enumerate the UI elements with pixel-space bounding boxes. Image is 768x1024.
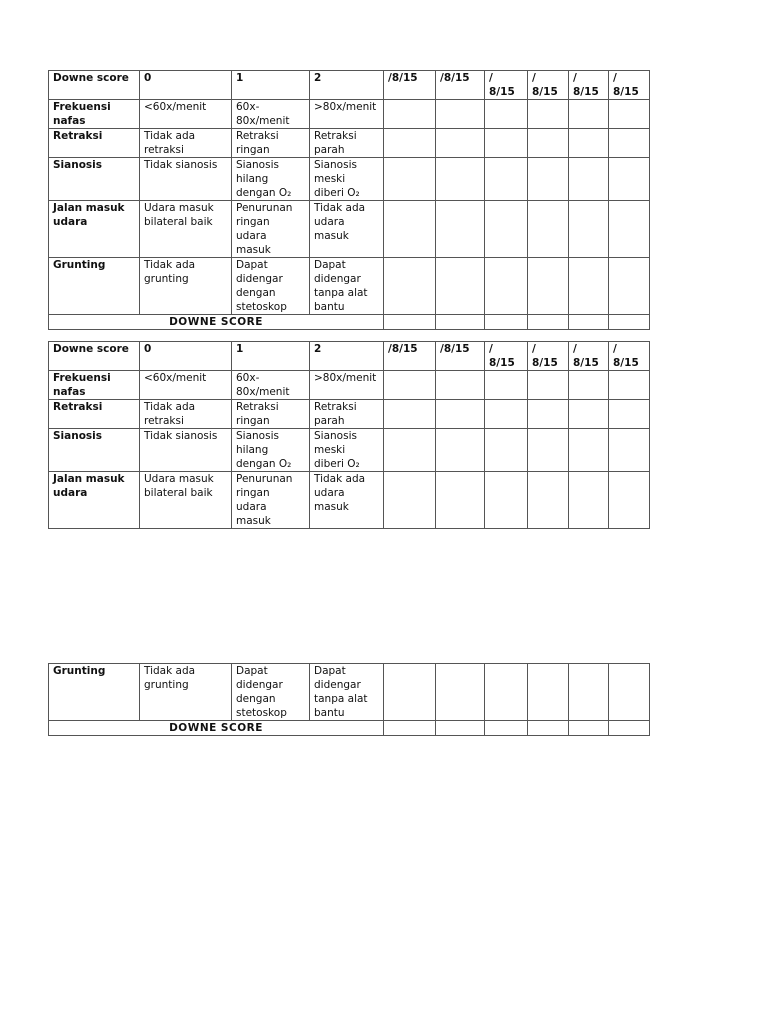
- date-entry-cell[interactable]: [569, 129, 609, 158]
- score-2-cell: Sianosis meski diberi O₂: [310, 158, 384, 201]
- date-entry-cell[interactable]: [384, 158, 436, 201]
- date-entry-cell[interactable]: [609, 400, 650, 429]
- date-entry-cell[interactable]: [384, 100, 436, 129]
- header-cell: 2: [310, 71, 384, 100]
- score-2-cell: Retraksi parah: [310, 129, 384, 158]
- date-entry-cell[interactable]: [609, 158, 650, 201]
- total-label: DOWNE SCORE: [49, 315, 384, 330]
- table-row: [49, 400, 650, 429]
- table-row: [49, 664, 650, 721]
- total-cell[interactable]: [609, 315, 650, 330]
- date-entry-cell[interactable]: [485, 371, 528, 400]
- header-date-cell: / 8/15: [485, 342, 528, 371]
- criterion-label: Sianosis: [49, 429, 140, 472]
- total-row: [49, 721, 650, 736]
- date-entry-cell[interactable]: [384, 664, 436, 721]
- total-cell[interactable]: [384, 315, 436, 330]
- score-0-cell: Tidak ada grunting: [140, 664, 232, 721]
- score-2-cell: Tidak ada udara masuk: [310, 472, 384, 529]
- score-2-cell: Dapat didengar tanpa alat bantu: [310, 664, 384, 721]
- date-entry-cell[interactable]: [609, 664, 650, 721]
- date-entry-cell[interactable]: [609, 371, 650, 400]
- score-2-cell: >80x/menit: [310, 371, 384, 400]
- criterion-label: Jalan masuk udara: [49, 201, 140, 258]
- date-entry-cell[interactable]: [384, 400, 436, 429]
- date-entry-cell[interactable]: [569, 100, 609, 129]
- date-entry-cell[interactable]: [528, 129, 569, 158]
- date-entry-cell[interactable]: [609, 429, 650, 472]
- date-entry-cell[interactable]: [569, 400, 609, 429]
- score-0-cell: Udara masuk bilateral baik: [140, 201, 232, 258]
- criterion-label: Jalan masuk udara: [49, 472, 140, 529]
- header-date-cell: / 8/15: [528, 71, 569, 100]
- date-entry-cell[interactable]: [384, 429, 436, 472]
- score-0-cell: <60x/menit: [140, 371, 232, 400]
- date-entry-cell[interactable]: [436, 258, 485, 315]
- header-cell: Downe score: [49, 71, 140, 100]
- criterion-label: Sianosis: [49, 158, 140, 201]
- score-1-cell: Penurunan ringan udara masuk: [232, 201, 310, 258]
- date-entry-cell[interactable]: [485, 258, 528, 315]
- date-entry-cell[interactable]: [485, 472, 528, 529]
- total-row: [49, 315, 650, 330]
- header-date-cell: /8/15: [436, 342, 485, 371]
- header-date-cell: /8/15: [384, 342, 436, 371]
- score-1-cell: Penurunan ringan udara masuk: [232, 472, 310, 529]
- score-0-cell: Tidak sianosis: [140, 429, 232, 472]
- total-cell[interactable]: [569, 315, 609, 330]
- score-0-cell: Tidak ada grunting: [140, 258, 232, 315]
- date-entry-cell[interactable]: [569, 201, 609, 258]
- date-entry-cell[interactable]: [609, 129, 650, 158]
- date-entry-cell[interactable]: [485, 201, 528, 258]
- date-entry-cell[interactable]: [528, 201, 569, 258]
- score-1-cell: 60x- 80x/menit: [232, 371, 310, 400]
- table-row: [49, 472, 650, 529]
- table-row: [49, 201, 650, 258]
- table-row: [49, 258, 650, 315]
- date-entry-cell[interactable]: [384, 201, 436, 258]
- date-entry-cell[interactable]: [485, 429, 528, 472]
- header-date-cell: / 8/15: [569, 71, 609, 100]
- header-date-cell: /8/15: [384, 71, 436, 100]
- date-entry-cell[interactable]: [528, 400, 569, 429]
- date-entry-cell[interactable]: [436, 158, 485, 201]
- header-cell: Downe score: [49, 342, 140, 371]
- score-2-cell: Dapat didengar tanpa alat bantu: [310, 258, 384, 315]
- date-entry-cell[interactable]: [485, 158, 528, 201]
- total-cell[interactable]: [485, 721, 528, 736]
- date-entry-cell[interactable]: [384, 129, 436, 158]
- total-label: DOWNE SCORE: [49, 721, 384, 736]
- table-row: [49, 100, 650, 129]
- date-entry-cell[interactable]: [528, 371, 569, 400]
- total-cell[interactable]: [384, 721, 436, 736]
- score-1-cell: Retraksi ringan: [232, 400, 310, 429]
- score-1-cell: Dapat didengar dengan stetoskop: [232, 258, 310, 315]
- score-1-cell: 60x- 80x/menit: [232, 100, 310, 129]
- total-cell[interactable]: [485, 315, 528, 330]
- table-row: [49, 129, 650, 158]
- header-cell: 1: [232, 342, 310, 371]
- downe-score-table-2: [48, 341, 650, 529]
- date-entry-cell[interactable]: [485, 100, 528, 129]
- downe-score-table-1: [48, 70, 650, 330]
- date-entry-cell[interactable]: [528, 472, 569, 529]
- date-entry-cell[interactable]: [384, 472, 436, 529]
- date-entry-cell[interactable]: [569, 258, 609, 315]
- date-entry-cell[interactable]: [436, 400, 485, 429]
- total-cell[interactable]: [528, 721, 569, 736]
- date-entry-cell[interactable]: [528, 100, 569, 129]
- date-entry-cell[interactable]: [569, 429, 609, 472]
- date-entry-cell[interactable]: [569, 664, 609, 721]
- table-row: [49, 371, 650, 400]
- score-1-cell: Dapat didengar dengan stetoskop: [232, 664, 310, 721]
- score-1-cell: Sianosis hilang dengan O₂: [232, 429, 310, 472]
- table-row: [49, 158, 650, 201]
- date-entry-cell[interactable]: [569, 371, 609, 400]
- date-entry-cell[interactable]: [436, 100, 485, 129]
- date-entry-cell[interactable]: [528, 158, 569, 201]
- score-1-cell: Retraksi ringan: [232, 129, 310, 158]
- score-0-cell: Udara masuk bilateral baik: [140, 472, 232, 529]
- date-entry-cell[interactable]: [436, 371, 485, 400]
- date-entry-cell[interactable]: [528, 429, 569, 472]
- score-0-cell: <60x/menit: [140, 100, 232, 129]
- score-1-cell: Sianosis hilang dengan O₂: [232, 158, 310, 201]
- date-entry-cell[interactable]: [609, 258, 650, 315]
- total-cell[interactable]: [436, 721, 485, 736]
- header-cell: 2: [310, 342, 384, 371]
- criterion-label: Retraksi: [49, 129, 140, 158]
- date-entry-cell[interactable]: [384, 371, 436, 400]
- date-entry-cell[interactable]: [436, 472, 485, 529]
- date-entry-cell[interactable]: [436, 201, 485, 258]
- score-0-cell: Tidak ada retraksi: [140, 400, 232, 429]
- date-entry-cell[interactable]: [528, 258, 569, 315]
- header-date-cell: / 8/15: [609, 342, 650, 371]
- date-entry-cell[interactable]: [609, 472, 650, 529]
- criterion-label: Frekuensi nafas: [49, 100, 140, 129]
- criterion-label: Frekuensi nafas: [49, 371, 140, 400]
- total-cell[interactable]: [609, 721, 650, 736]
- date-entry-cell[interactable]: [528, 664, 569, 721]
- header-row: [49, 342, 650, 371]
- header-row: [49, 71, 650, 100]
- score-0-cell: Tidak ada retraksi: [140, 129, 232, 158]
- criterion-label: Grunting: [49, 664, 140, 721]
- downe-score-table-continuation: [48, 663, 650, 736]
- date-entry-cell[interactable]: [384, 258, 436, 315]
- header-cell: 1: [232, 71, 310, 100]
- score-2-cell: Tidak ada udara masuk: [310, 201, 384, 258]
- total-cell[interactable]: [436, 315, 485, 330]
- criterion-label: Retraksi: [49, 400, 140, 429]
- criterion-label: Grunting: [49, 258, 140, 315]
- total-cell[interactable]: [528, 315, 569, 330]
- score-0-cell: Tidak sianosis: [140, 158, 232, 201]
- date-entry-cell[interactable]: [569, 472, 609, 529]
- date-entry-cell[interactable]: [485, 664, 528, 721]
- header-date-cell: /8/15: [436, 71, 485, 100]
- date-entry-cell[interactable]: [609, 201, 650, 258]
- total-cell[interactable]: [569, 721, 609, 736]
- date-entry-cell[interactable]: [485, 400, 528, 429]
- table-row: [49, 429, 650, 472]
- date-entry-cell[interactable]: [436, 664, 485, 721]
- header-date-cell: / 8/15: [528, 342, 569, 371]
- score-2-cell: Sianosis meski diberi O₂: [310, 429, 384, 472]
- header-date-cell: / 8/15: [609, 71, 650, 100]
- date-entry-cell[interactable]: [436, 429, 485, 472]
- header-cell: 0: [140, 342, 232, 371]
- date-entry-cell[interactable]: [485, 129, 528, 158]
- score-2-cell: Retraksi parah: [310, 400, 384, 429]
- header-cell: 0: [140, 71, 232, 100]
- score-2-cell: >80x/menit: [310, 100, 384, 129]
- date-entry-cell[interactable]: [609, 100, 650, 129]
- date-entry-cell[interactable]: [436, 129, 485, 158]
- date-entry-cell[interactable]: [569, 158, 609, 201]
- header-date-cell: / 8/15: [485, 71, 528, 100]
- header-date-cell: / 8/15: [569, 342, 609, 371]
